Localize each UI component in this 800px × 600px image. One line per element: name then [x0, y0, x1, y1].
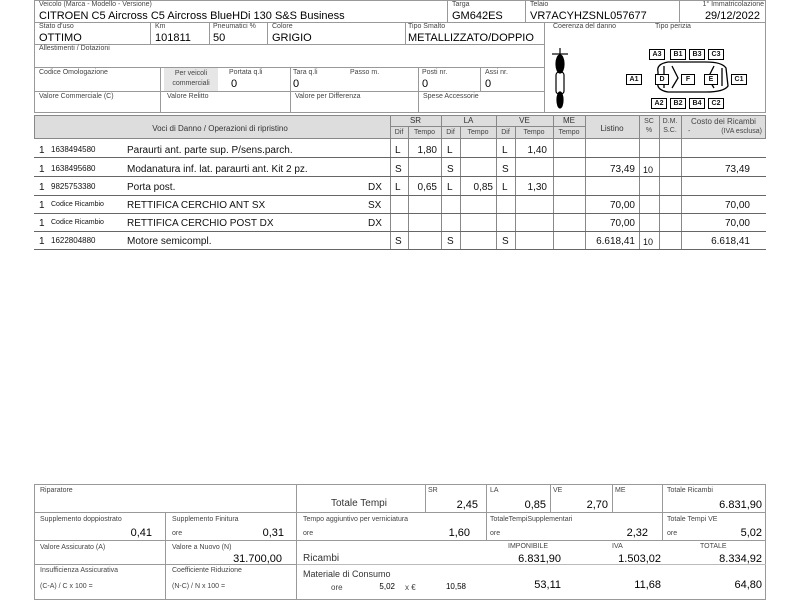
insured-label: Valore Assicurato (A) [40, 544, 106, 551]
divider [34, 512, 766, 513]
row-listino: 73,49 [609, 164, 635, 175]
cargo-value: 0 [231, 78, 238, 90]
row-listino: 70,00 [609, 218, 635, 229]
col-tempo: Tempo [558, 129, 580, 136]
zone-tag: F [681, 74, 695, 85]
total-ve-ore: ore [667, 530, 678, 537]
row-qty: 1 [39, 164, 45, 175]
row-code: Codice Ricambio [51, 219, 104, 226]
extra-times-label: TotaleTempiSupplementari [490, 516, 573, 523]
row-qty: 1 [39, 145, 45, 156]
coherence-label: Coerenza del danno [553, 23, 617, 30]
finish-label: Supplemento Finitura [172, 516, 239, 523]
paint-label: Tipo Smalto [408, 23, 446, 30]
ve-label: VE [553, 487, 563, 494]
divider [34, 213, 766, 214]
plate-value: GM642ES [452, 10, 503, 22]
commercial-value-label: Valore Commerciale (C) [39, 93, 114, 100]
zone-tag: C3 [708, 49, 724, 60]
row-sr-dif: S [395, 236, 402, 247]
seats-value: 0 [422, 78, 429, 90]
row-sc: 10 [643, 237, 654, 247]
divider [34, 91, 544, 92]
consumables-taxable: 53,11 [534, 579, 561, 591]
row-sr-tempo: 0,65 [417, 182, 437, 193]
divider [34, 176, 766, 177]
total-times-label: Totale Tempi [331, 498, 387, 509]
zone-tag: A1 [626, 74, 642, 85]
divider [34, 249, 766, 250]
row-ve-dif: S [502, 164, 509, 175]
axles-value: 0 [485, 78, 492, 90]
seats-label: Posti nr. [422, 69, 448, 76]
zone-tag: B3 [689, 49, 705, 60]
row-side: DX [368, 182, 382, 193]
row-code: Codice Ricambio [51, 201, 104, 208]
tyres-value: 50 [213, 32, 226, 44]
double-stage-value: 0,41 [130, 527, 152, 539]
zone-tag: C1 [731, 74, 747, 85]
tare-label: Tara q.li [293, 69, 318, 76]
me-label: ME [615, 487, 626, 494]
col-sr: SR [409, 116, 422, 125]
la-label: LA [490, 487, 499, 494]
row-side: SX [368, 200, 382, 211]
row-qty: 1 [39, 200, 45, 211]
row-code: 9825753380 [51, 182, 96, 191]
zone-tag: B4 [689, 98, 705, 109]
row-ve-tempo: 1,40 [527, 145, 547, 156]
zone-tag: C2 [708, 98, 724, 109]
consumables-label: Materiale di Consumo [303, 569, 391, 579]
col-dif: Dif [394, 129, 404, 136]
divider [34, 540, 766, 541]
divider [160, 67, 161, 113]
model-label: Veicolo (Marca - Modello - Versione) [39, 1, 152, 8]
divider [612, 484, 613, 512]
divider [585, 115, 586, 249]
reg-label: 1° Immatricolazione [702, 1, 764, 8]
extra-times-ore: ore [490, 530, 501, 537]
divider [679, 0, 680, 22]
color-label: Colore [272, 23, 293, 30]
row-qty: 1 [39, 182, 45, 193]
row-qty: 1 [39, 236, 45, 247]
axles-label: Assi nr. [485, 69, 508, 76]
underins-formula: (C-A) / C x 100 = [40, 583, 93, 590]
total-parts-value: 6.831,90 [719, 499, 762, 511]
extra-times-value: 2,32 [626, 527, 648, 539]
row-desc: Paraurti ant. parte sup. P/sens.parch. [127, 145, 293, 156]
km-value: 101811 [155, 32, 191, 44]
divider [405, 22, 406, 44]
divider [150, 22, 151, 44]
col-tempo: Tempo [467, 129, 489, 136]
row-ve-dif: L [502, 145, 508, 156]
row-costo: 6.618,41 [711, 236, 750, 247]
reg-value: 29/12/2022 [704, 10, 760, 22]
col-costo: Costo dei Ricambi [691, 117, 756, 126]
row-la-dif: L [447, 145, 453, 156]
motorbike-icon [552, 48, 568, 108]
wheelbase-label: Passo m. [350, 69, 380, 76]
row-ve-dif: L [502, 182, 508, 193]
row-costo: 70,00 [724, 200, 750, 211]
consumables-ore: ore [331, 583, 343, 592]
row-code: 1638495680 [51, 164, 96, 173]
divider [34, 195, 766, 196]
divider [486, 484, 487, 540]
coef-label: Coefficiente Riduzione [172, 567, 242, 574]
col-la: LA [463, 116, 474, 125]
row-la-dif: S [447, 164, 454, 175]
chassis-label: Telaio [530, 1, 549, 8]
col-costo-dash: - [688, 128, 691, 135]
divider [34, 44, 544, 45]
row-code: 1622804880 [51, 236, 96, 245]
color-value: GRIGIO [272, 32, 312, 44]
row-la-tempo: 0,85 [473, 182, 493, 193]
divider [209, 22, 210, 44]
col-ve: VE [519, 116, 530, 125]
survey-type-label: Tipo perizia [655, 23, 691, 30]
col-listino: Listino [600, 124, 624, 133]
total-ve-label: Totale Tempi VE [667, 516, 718, 523]
row-desc: RETTIFICA CERCHIO ANT SX [127, 200, 266, 211]
accessories-label: Spese Accessorie [423, 93, 479, 100]
row-code: 1638494580 [51, 145, 96, 154]
divider [34, 231, 766, 232]
consumables-rate: 10,58 [445, 582, 466, 591]
repairer-label: Riparatore [40, 487, 73, 494]
col-sc-pct: % [645, 127, 653, 134]
new-value-value: 31.700,00 [233, 553, 282, 565]
tare-value: 0 [293, 78, 300, 90]
zone-tag: B1 [670, 49, 686, 60]
divider [550, 484, 551, 512]
divider [34, 157, 766, 158]
divider [659, 115, 660, 249]
extra-paint-ore: ore [303, 530, 314, 537]
zone-tag: A3 [649, 49, 665, 60]
row-listino: 70,00 [609, 200, 635, 211]
row-sr-dif: L [395, 182, 401, 193]
total-parts-label: Totale Ricambi [667, 487, 713, 494]
row-sr-dif: L [395, 145, 401, 156]
col-dm: D.M. [662, 118, 678, 125]
col-desc: Voci di Danno / Operazioni di ripristino [152, 124, 288, 133]
row-listino: 6.618,41 [596, 236, 635, 247]
col-me: ME [563, 116, 575, 125]
taxable-label: IMPONIBILE [508, 543, 549, 550]
divider [525, 0, 526, 22]
total-label: TOTALE [700, 543, 727, 550]
consumables-x: x € [405, 583, 416, 592]
row-la-dif: L [447, 182, 453, 193]
parts-vat: 1.503,02 [618, 553, 661, 565]
divider [165, 512, 166, 600]
consumables-total: 64,80 [734, 579, 762, 591]
chassis-value: VR7ACYHZSNL057677 [530, 10, 647, 22]
divider [544, 22, 545, 113]
finish-value: 0,31 [262, 527, 284, 539]
model-value: CITROEN C5 Aircross C5 Aircross BlueHDi 130 S&S Business [39, 10, 345, 22]
divider [418, 67, 419, 113]
condition-value: OTTIMO [39, 32, 82, 44]
parts-total: 8.334,92 [719, 553, 762, 565]
row-sc: 10 [643, 165, 654, 175]
parts-label: Ricambi [303, 553, 340, 564]
divider [267, 22, 268, 44]
row-costo: 73,49 [724, 164, 750, 175]
row-desc: Porta post. [127, 182, 176, 193]
col-costo-sub: (IVA esclusa) [721, 128, 762, 135]
row-la-dif: S [447, 236, 454, 247]
extra-paint-label: Tempo aggiuntivo per verniciatura [303, 516, 409, 523]
sr-label: SR [428, 487, 438, 494]
row-costo: 70,00 [724, 218, 750, 229]
divider [34, 67, 544, 68]
ve-value: 2,70 [586, 499, 608, 511]
new-value-label: Valore a Nuovo (N) [172, 544, 232, 551]
km-label: Km [155, 23, 166, 30]
double-stage-label: Supplemento doppiostrato [40, 516, 122, 523]
tyres-label: Pneumatici % [213, 23, 256, 30]
zone-tag: E [704, 74, 718, 85]
divider [639, 115, 640, 249]
col-tempo: Tempo [413, 129, 435, 136]
divider [480, 67, 481, 91]
col-tempo: Tempo [523, 129, 545, 136]
relitto-label: Valore Relitto [167, 93, 209, 100]
diff-label: Valore per Differenza [295, 93, 361, 100]
row-qty: 1 [39, 218, 45, 229]
row-sr-dif: S [395, 164, 402, 175]
trim-label: Allestimenti / Dotazioni [39, 45, 110, 52]
divider [296, 484, 297, 600]
divider [447, 0, 448, 22]
row-desc: Modanatura inf. lat. paraurti ant. Kit 2 pz. [127, 164, 308, 175]
divider [290, 67, 291, 113]
row-side: DX [368, 218, 382, 229]
parts-taxable: 6.831,90 [518, 553, 561, 565]
divider [390, 126, 585, 127]
row-desc: Motore semicompl. [127, 236, 212, 247]
zone-tag: D [655, 74, 669, 85]
coef-formula: (N-C) / N x 100 = [172, 583, 226, 590]
zone-tag: A2 [651, 98, 667, 109]
commercial-label: Per veicoli commerciali [172, 70, 210, 87]
zone-tag: B2 [670, 98, 686, 109]
total-ve-value: 5,02 [740, 527, 762, 539]
row-ve-dif: S [502, 236, 509, 247]
consumables-hours: 5,02 [379, 582, 395, 591]
col-sc2: S.C. [663, 127, 677, 134]
paint-value: METALLIZZATO/DOPPIO [408, 32, 534, 44]
row-desc: RETTIFICA CERCHIO POST DX [127, 218, 274, 229]
cargo-label: Portata q.li [229, 69, 263, 76]
underins-label: Insufficienza Assicurativa [40, 567, 119, 574]
row-ve-tempo: 1,30 [527, 182, 547, 193]
col-dif: Dif [501, 129, 510, 136]
divider [681, 115, 682, 249]
vat-label: IVA [612, 543, 623, 550]
col-dif: Dif [446, 129, 455, 136]
divider [425, 484, 426, 512]
extra-paint-value: 1,60 [448, 527, 470, 539]
divider [662, 484, 663, 540]
la-value: 0,85 [524, 499, 546, 511]
approval-label: Codice Omologazione [39, 69, 108, 76]
plate-label: Targa [452, 1, 470, 8]
condition-label: Stato d'uso [39, 23, 74, 30]
finish-ore: ore [172, 530, 183, 537]
row-sr-tempo: 1,80 [417, 145, 437, 156]
sr-value: 2,45 [456, 499, 478, 511]
consumables-vat: 11,68 [634, 579, 661, 591]
col-sc: SC [644, 118, 654, 125]
